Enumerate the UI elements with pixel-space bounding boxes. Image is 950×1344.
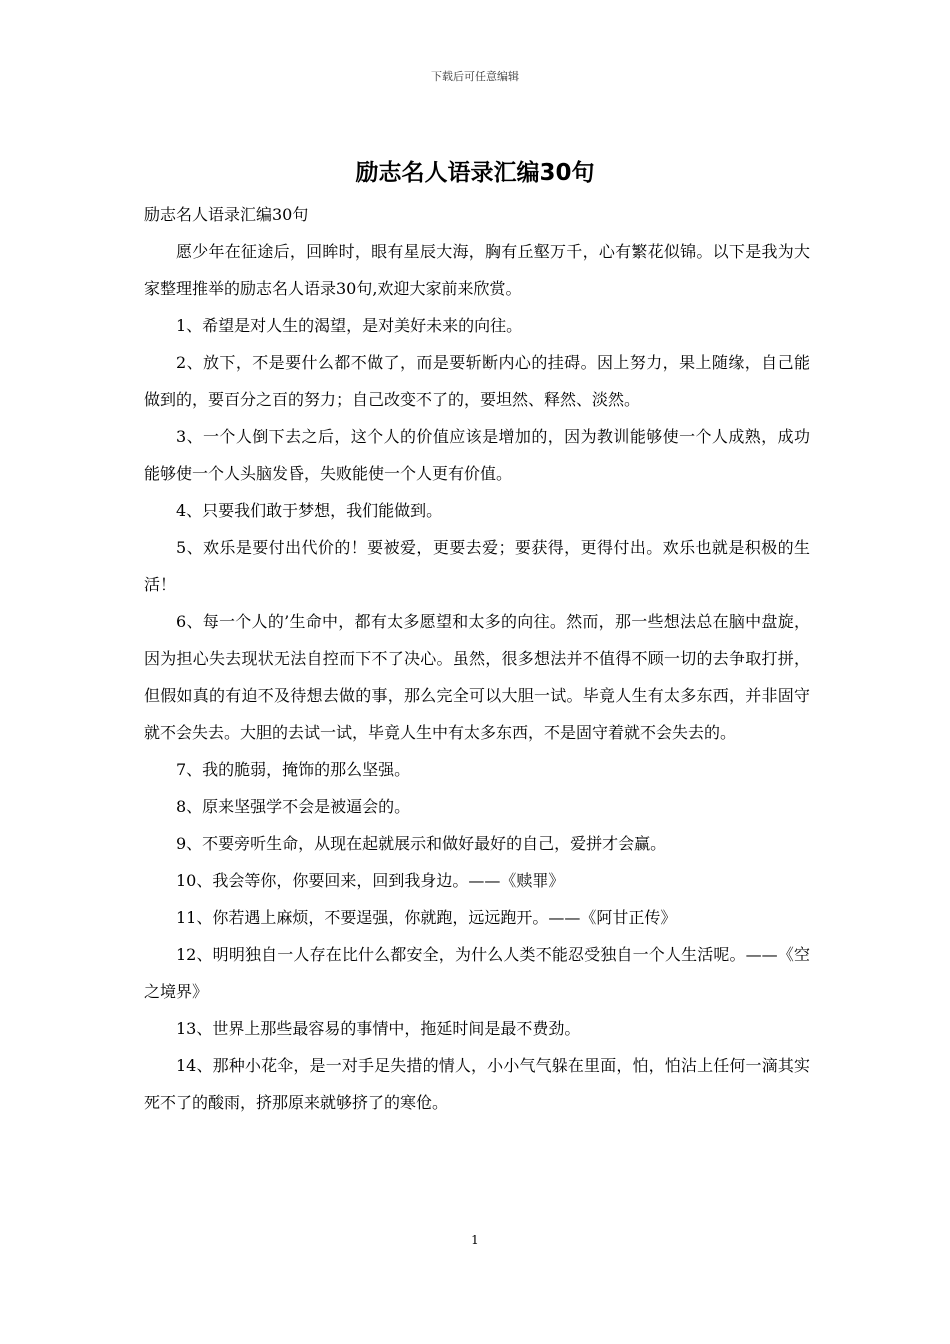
quote-paragraph: 14、那种小花伞，是一对手足失措的情人，小小气气躲在里面，怕，怕沾上任何一滴其实死不了的酸雨，挤那原来就够挤了的寒伧。 xyxy=(144,1056,810,1112)
quote-paragraph: 13、世界上那些最容易的事情中，拖延时间是最不费劲。 xyxy=(176,1019,581,1038)
document-body xyxy=(144,196,810,1121)
intro-paragraph: 愿少年在征途后，回眸时，眼有星辰大海，胸有丘壑万千，心有繁花似锦。以下是我为大家整理推举的励志名人语录30句,欢迎大家前来欣赏。 xyxy=(144,242,810,298)
subtitle-paragraph: 励志名人语录汇编30句 xyxy=(144,205,309,224)
quote-paragraph: 8、原来坚强学不会是被逼会的。 xyxy=(176,797,411,816)
quote-paragraph: 12、明明独自一人存在比什么都安全，为什么人类不能忍受独自一个人生活呢。——《空之境界》 xyxy=(144,945,810,1001)
page-header: 下载后可任意编辑 xyxy=(431,70,519,83)
page-number: 1 xyxy=(471,1233,479,1247)
quote-paragraph: 4、只要我们敢于梦想，我们能做到。 xyxy=(176,501,443,520)
quote-paragraph: 5、欢乐是要付出代价的！要被爱，更要去爱；要获得，更得付出。欢乐也就是积极的生活！ xyxy=(144,538,810,594)
quote-paragraph: 10、我会等你，你要回来，回到我身边。——《赎罪》 xyxy=(176,871,565,890)
quote-paragraph: 9、不要旁听生命，从现在起就展示和做好最好的自己，爱拼才会赢。 xyxy=(176,834,667,853)
quote-paragraph: 3、一个人倒下去之后，这个人的价值应该是增加的，因为教训能够使一个人成熟，成功能够使一个人头脑发昏，失败能使一个人更有价值。 xyxy=(144,427,810,483)
quote-paragraph: 6、每一个人的’生命中，都有太多愿望和太多的向往。然而，那一些想法总在脑中盘旋，因为担心失去现状无法自控而下不了决心。虽然，很多想法并不值得不顾一切的去争取打拼，但假如真的有迫不及待想去做的事，那么完全可以大胆一试。毕竟人生有太多东西，并非固守就不会失去。大胆的去试一试，毕竟人生中有太多东西，不是固守着就不会失去的。 xyxy=(144,612,810,742)
quote-paragraph: 2、放下，不是要什么都不做了，而是要斩断内心的挂碍。因上努力，果上随缘，自己能做到的，要百分之百的努力；自己改变不了的，要坦然、释然、淡然。 xyxy=(144,353,810,409)
quote-paragraph: 11、你若遇上麻烦，不要逞强，你就跑，远远跑开。——《阿甘正传》 xyxy=(176,908,677,927)
quote-paragraph: 7、我的脆弱，掩饰的那么坚强。 xyxy=(176,760,411,779)
document-title: 励志名人语录汇编30句 xyxy=(355,160,595,186)
quote-paragraph: 1、希望是对人生的渴望，是对美好未来的向往。 xyxy=(176,316,523,335)
